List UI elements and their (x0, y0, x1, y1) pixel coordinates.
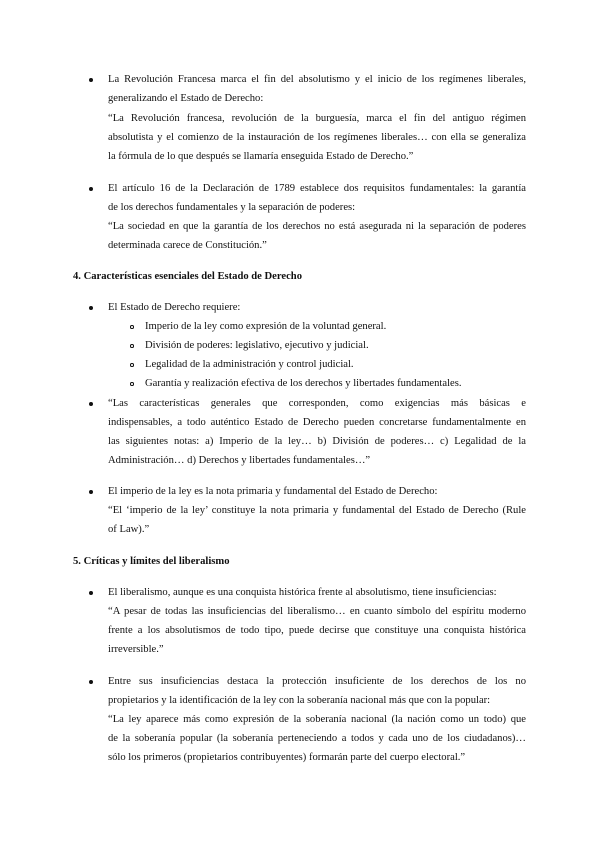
sub-bullet-icon (130, 363, 134, 367)
text-line: La Revolución Francesa marca el fin del absolutismo y el inicio de los regímenes liberales, (108, 74, 526, 85)
quote-line: “A pesar de todas las insuficiencias del liberalismo… en cuanto símbolo del espíritu moderno (108, 606, 526, 617)
text-line: El imperio de la ley es la nota primaria y fundamental del Estado de Derecho: (108, 486, 438, 497)
section-heading-5: 5. Críticas y límites del liberalismo (73, 556, 230, 567)
text-line: El Estado de Derecho requiere: (108, 302, 241, 313)
quote-line: “La ley aparece más como expresión de la soberanía nacional (la nación como un todo) que (108, 714, 526, 725)
text-line: Entre sus insuficiencias destaca la protección insuficiente de los derechos de los no (108, 676, 526, 687)
bullet-icon (89, 680, 93, 684)
text-line: de los derechos fundamentales y la separación de poderes: (108, 202, 356, 213)
sub-item-text: Legalidad de la administración y control judicial. (145, 359, 354, 370)
text-line: El artículo 16 de la Declaración de 1789 establece dos requisitos fundamentales: la garantía (108, 183, 526, 194)
quote-line: “El ‘imperio de la ley’ constituye la nota primaria y fundamental del Estado de Derecho (Rule (108, 505, 526, 516)
quote-line: indispensables, a todo auténtico Estado de Derecho pueden concretarse fundamentalmente en (108, 417, 526, 428)
quote-line: absolutista y el comienzo de la instauración de los regímenes liberales… con ella se generaliza (108, 132, 526, 143)
text-line: generalizando el Estado de Derecho: (108, 93, 264, 104)
quote-line: of Law).” (108, 524, 150, 535)
bullet-icon (89, 187, 93, 191)
sub-item-text: Imperio de la ley como expresión de la voluntad general. (145, 321, 387, 332)
quote-line: sólo los primeros (propietarios contribuyentes) formarán parte del cuerpo electoral.” (108, 752, 466, 763)
text-line: propietarios y la identificación de la ley con la soberanía nacional más que con la popular: (108, 695, 491, 706)
section-heading-4: 4. Características esenciales del Estado de Derecho (73, 271, 302, 282)
bullet-icon (89, 402, 93, 406)
quote-line: las siguientes notas: a) Imperio de la ley… b) División de poderes… c) Legalidad de la (108, 436, 526, 447)
quote-line: Administración… d) Derechos y libertades fundamentales…” (108, 455, 371, 466)
quote-line: determinada carece de Constitución.” (108, 240, 267, 251)
quote-line: de la soberanía popular (la soberanía perteneciendo a todos y cada uno de los ciudadanos)… (108, 733, 526, 744)
quote-line: “La sociedad en que la garantía de los derechos no está asegurada ni la separación de poderes (108, 221, 526, 232)
sub-bullet-icon (130, 325, 134, 329)
sub-item-text: División de poderes: legislativo, ejecutivo y judicial. (145, 340, 369, 351)
quote-line: “La Revolución francesa, revolución de la burguesía, marca el fin del antiguo régimen (108, 113, 526, 124)
bullet-icon (89, 78, 93, 82)
quote-line: irreversible.” (108, 644, 164, 655)
quote-line: frente a los absolutismos de todo tipo, puede decirse que constituye una conquista histórica (108, 625, 526, 636)
bullet-icon (89, 306, 93, 310)
quote-line: la fórmula de lo que después se llamaría enseguida Estado de Derecho.” (108, 151, 414, 162)
bullet-icon (89, 591, 93, 595)
sub-item-text: Garantía y realización efectiva de los derechos y libertades fundamentales. (145, 378, 462, 389)
sub-bullet-icon (130, 344, 134, 348)
bullet-icon (89, 490, 93, 494)
quote-line: “Las características generales que corresponden, como exigencias más básicas e (108, 398, 526, 409)
sub-bullet-icon (130, 382, 134, 386)
text-line: El liberalismo, aunque es una conquista histórica frente al absolutismo, tiene insuficiencias: (108, 587, 497, 598)
